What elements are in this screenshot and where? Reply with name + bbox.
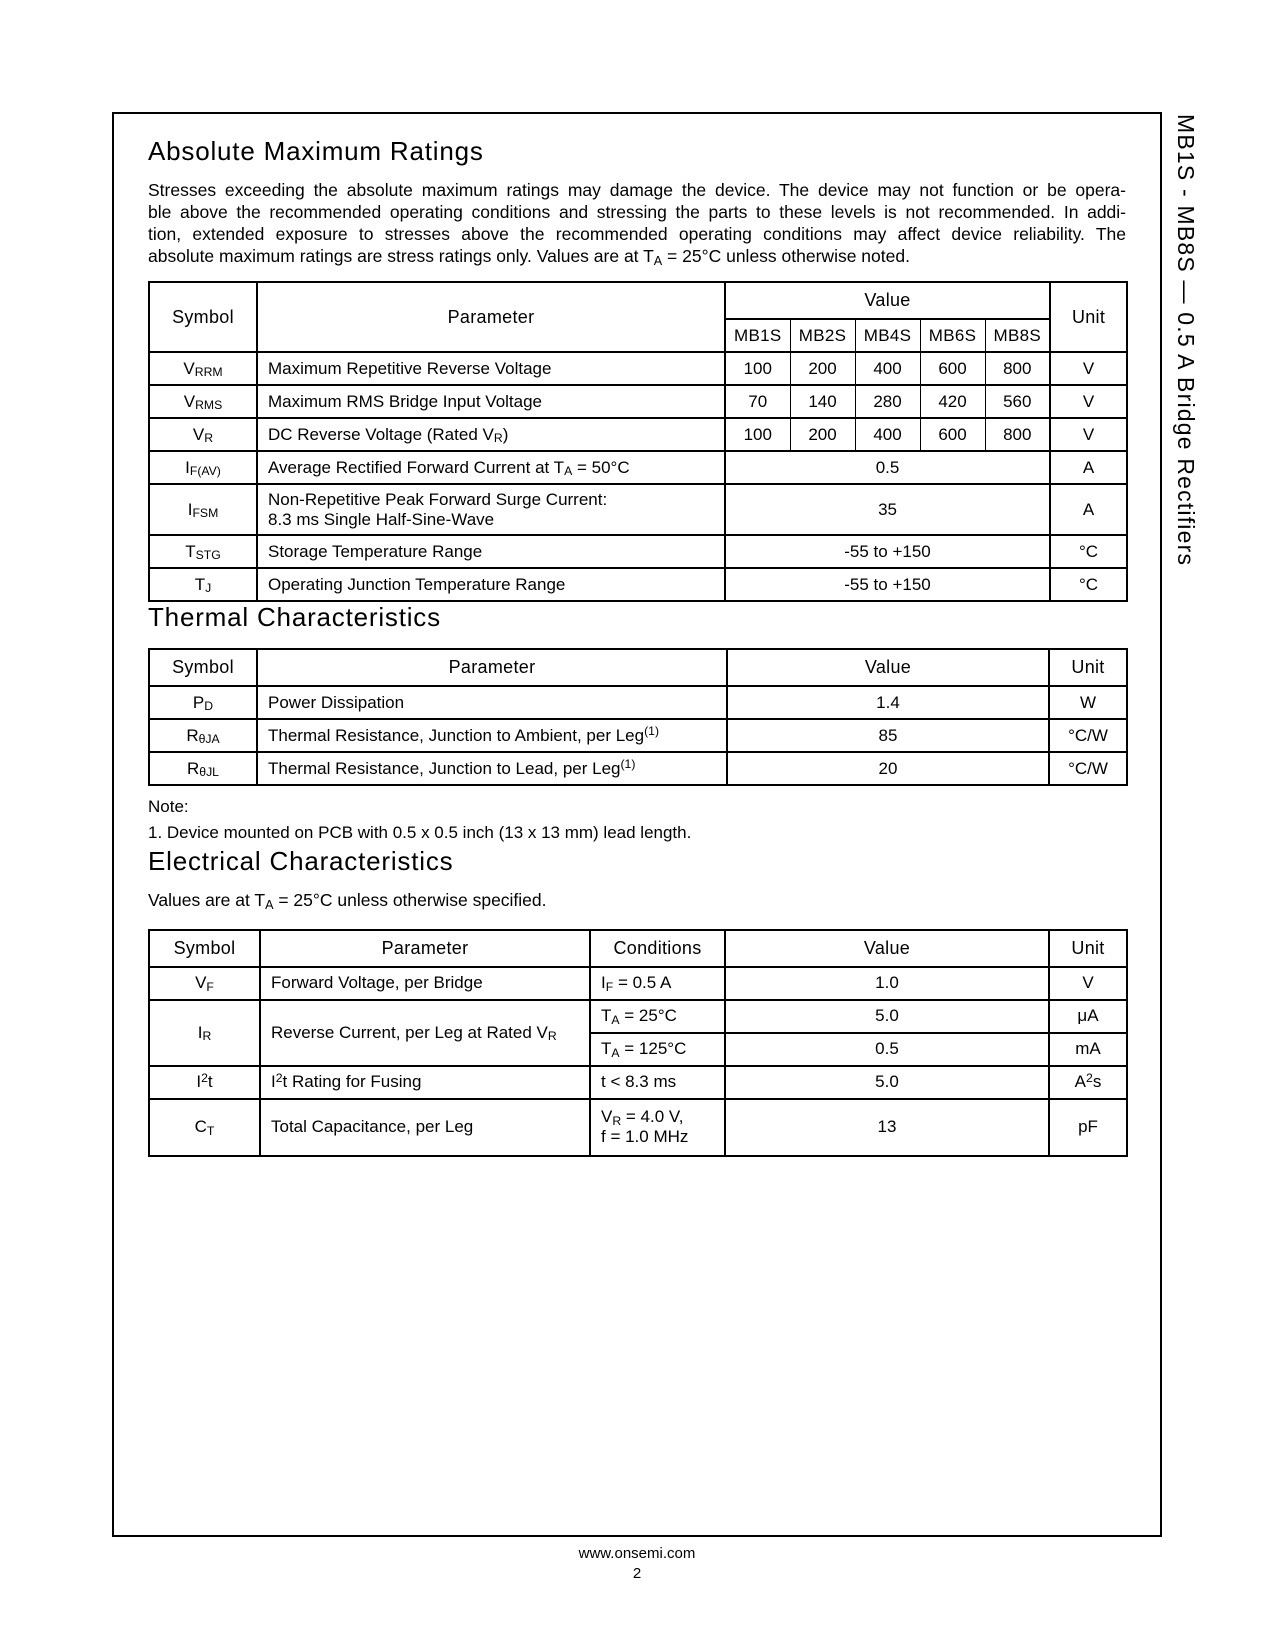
value-cell: 420 (920, 385, 985, 418)
unit-cell: pF (1049, 1099, 1127, 1156)
parameter-cell: Operating Junction Temperature Range (257, 568, 725, 601)
table-row (149, 451, 1127, 484)
electrical-characteristics-title: Electrical Characteristics (148, 846, 454, 876)
value-cell: 400 (855, 352, 920, 385)
page-number: 2 (632, 1565, 642, 1582)
symbol-cell: $P_D$ (149, 686, 257, 719)
value-cell: 200 (790, 418, 855, 451)
model-header-mb4s: MB4S (855, 319, 920, 352)
column-header-parameter: Parameter (257, 649, 727, 686)
column-header-unit: Unit (1049, 649, 1127, 686)
model-header-mb2s: MB2S (790, 319, 855, 352)
symbol-cell: $I_R$ (149, 1000, 260, 1066)
symbol-cell: $V_{RRM}$ (149, 352, 257, 385)
column-header-symbol: Symbol (149, 930, 260, 967)
absolute-maximum-ratings-table (148, 281, 1128, 602)
unit-cell: V (1049, 967, 1127, 1000)
value-span-cell: -55 to +150 (725, 535, 1050, 568)
thermal-characteristics-table (148, 648, 1128, 786)
symbol-cell: $V_R$ (149, 418, 257, 451)
symbol-cell: $T_{STG}$ (149, 535, 257, 568)
table-row (149, 1099, 1127, 1156)
table-row (149, 418, 1127, 451)
value-cell: 13 (725, 1099, 1049, 1156)
parameter-cell: Non-Repetitive Peak Forward Surge Current: 8.3 ms Single Half-Sine-Wave (257, 484, 725, 535)
column-header-symbol: Symbol (149, 282, 257, 352)
value-span-cell: 0.5 (725, 451, 1050, 484)
value-cell: 140 (790, 385, 855, 418)
intro-line: absolute maximum ratings are stress ratings only. Values are at $T_A = 25^\circ C$ unless otherwise noted. (148, 246, 910, 269)
column-header-unit: Unit (1050, 282, 1127, 352)
symbol-cell: $C_T$ (149, 1099, 260, 1156)
unit-cell: °C (1050, 535, 1127, 568)
symbol-cell: $V_{RMS}$ (149, 385, 257, 418)
table-row (149, 352, 1127, 385)
model-header-mb1s: MB1S (725, 319, 790, 352)
conditions-cell: $T_A = 125^\circ C$ (590, 1033, 725, 1066)
value-cell: 100 (725, 418, 790, 451)
unit-cell: A (1050, 484, 1127, 535)
thermal-note (148, 794, 1126, 846)
intro-line: Stresses exceeding the absolute maximum ratings may damage the device. The device may not function or be opera- (148, 180, 1126, 200)
thermal-characteristics-title: Thermal Characteristics (148, 602, 441, 632)
symbol-cell: $V_F$ (149, 967, 260, 1000)
symbol-cell: $R_{\theta JA}$ (149, 719, 257, 752)
value-cell: 600 (920, 352, 985, 385)
parameter-cell: Forward Voltage, per Bridge (260, 967, 590, 1000)
model-header-mb6s: MB6S (920, 319, 985, 352)
page-footer (112, 1544, 1162, 1584)
unit-cell: V (1050, 352, 1127, 385)
column-header-parameter: Parameter (260, 930, 590, 967)
unit-cell: °C (1050, 568, 1127, 601)
absolute-maximum-ratings-title: Absolute Maximum Ratings (148, 136, 484, 166)
parameter-cell: Maximum RMS Bridge Input Voltage (257, 385, 725, 418)
table-row (149, 484, 1127, 535)
value-cell: 400 (855, 418, 920, 451)
unit-cell: V (1050, 385, 1127, 418)
value-cell: 20 (727, 752, 1049, 785)
value-cell: 200 (790, 352, 855, 385)
table-row (149, 385, 1127, 418)
table-row (149, 1000, 1127, 1033)
electrical-characteristics-table (148, 929, 1128, 1157)
value-cell: 70 (725, 385, 790, 418)
conditions-cell: $T_A = 25^\circ C$ (590, 1000, 725, 1033)
intro-line: tion, extended exposure to stresses above the recommended operating conditions may affect device reliability. The (148, 224, 1126, 244)
value-cell: 560 (985, 385, 1050, 418)
intro-line: ble above the recommended operating conditions and stressing the parts to these levels is not recommended. In addi- (148, 202, 1126, 222)
value-span-cell: -55 to +150 (725, 568, 1050, 601)
value-cell: 5.0 (725, 1000, 1049, 1033)
section-electrical-characteristics (148, 846, 1126, 1157)
column-header-unit: Unit (1049, 930, 1127, 967)
value-cell: 600 (920, 418, 985, 451)
parameter-cell: Thermal Resistance, Junction to Lead, per Leg$^{(1)}$ (257, 752, 727, 785)
note-label: Note: (148, 797, 189, 816)
unit-cell: W (1049, 686, 1127, 719)
model-header-mb8s: MB8S (985, 319, 1050, 352)
column-header-value: Value (727, 649, 1049, 686)
unit-cell: A (1050, 451, 1127, 484)
footer-url: www.onsemi.com (578, 1545, 696, 1562)
table-row (149, 752, 1127, 785)
symbol-cell: $I_{F(AV)}$ (149, 451, 257, 484)
value-cell: 100 (725, 352, 790, 385)
parameter-cell: Thermal Resistance, Junction to Ambient, per Leg$^{(1)}$ (257, 719, 727, 752)
unit-cell: μA (1049, 1000, 1127, 1033)
sidebar-part-title: MB1S - MB8S — 0.5 A Bridge Rectifiers (1173, 114, 1199, 567)
value-cell: 0.5 (725, 1033, 1049, 1066)
parameter-cell: Storage Temperature Range (257, 535, 725, 568)
conditions-cell: t < 8.3 ms (590, 1066, 725, 1099)
parameter-cell: Maximum Repetitive Reverse Voltage (257, 352, 725, 385)
note-item: 1. Device mounted on PCB with 0.5 x 0.5 inch (13 x 13 mm) lead length. (148, 823, 692, 842)
parameter-cell: DC Reverse Voltage (Rated $V_R$) (257, 418, 725, 451)
value-cell: 280 (855, 385, 920, 418)
symbol-cell: $R_{\theta JL}$ (149, 752, 257, 785)
table-row (149, 535, 1127, 568)
column-header-value: Value (725, 282, 1050, 319)
value-cell: 85 (727, 719, 1049, 752)
value-cell: 5.0 (725, 1066, 1049, 1099)
section-thermal-characteristics (148, 602, 1126, 846)
conditions-cell: $I_F = 0.5$ A (590, 967, 725, 1000)
column-header-symbol: Symbol (149, 649, 257, 686)
unit-cell: °C/W (1049, 752, 1127, 785)
parameter-cell: Power Dissipation (257, 686, 727, 719)
table-row (149, 568, 1127, 601)
value-cell: 800 (985, 418, 1050, 451)
table-row (149, 1066, 1127, 1099)
value-cell: 1.4 (727, 686, 1049, 719)
parameter-cell: Average Rectified Forward Current at $T_A = 50^\circ C$ (257, 451, 725, 484)
symbol-cell: $I^2t$ (149, 1066, 260, 1099)
column-header-conditions: Conditions (590, 930, 725, 967)
table-row (149, 719, 1127, 752)
unit-cell: mA (1049, 1033, 1127, 1066)
table-row (149, 686, 1127, 719)
column-header-parameter: Parameter (257, 282, 725, 352)
absolute-maximum-ratings-intro (148, 179, 1126, 267)
electrical-characteristics-subtitle: Values are at $T_A = 25^\circ C$ unless otherwise specified. (148, 890, 547, 913)
column-header-value: Value (725, 930, 1049, 967)
symbol-cell: $I_{FSM}$ (149, 484, 257, 535)
section-absolute-maximum-ratings (148, 136, 1126, 602)
table-row (149, 967, 1127, 1000)
unit-cell: $A^2s$ (1049, 1066, 1127, 1099)
parameter-cell: Reverse Current, per Leg at Rated $V_R$ (260, 1000, 590, 1066)
unit-cell: °C/W (1049, 719, 1127, 752)
value-cell: 1.0 (725, 967, 1049, 1000)
value-span-cell: 35 (725, 484, 1050, 535)
parameter-cell: Total Capacitance, per Leg (260, 1099, 590, 1156)
page-border-box (112, 112, 1162, 1537)
parameter-cell: $I^2t$ Rating for Fusing (260, 1066, 590, 1099)
value-cell: 800 (985, 352, 1050, 385)
symbol-cell: $T_J$ (149, 568, 257, 601)
conditions-cell: $V_R = 4.0$ V, f = 1.0 MHz (590, 1099, 725, 1156)
unit-cell: V (1050, 418, 1127, 451)
